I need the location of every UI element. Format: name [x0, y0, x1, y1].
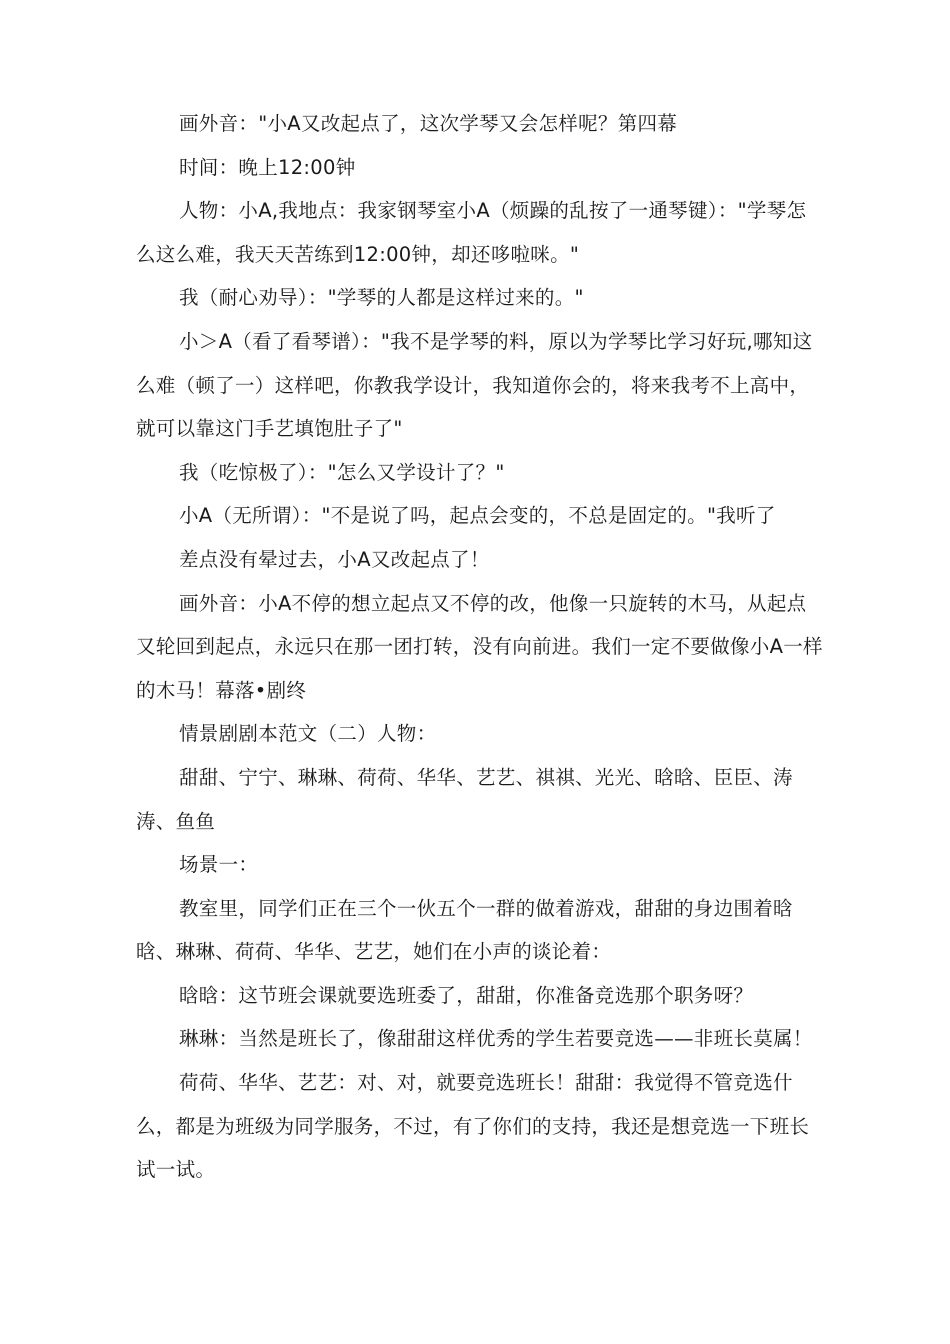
paragraph-voiceover-1: 画外音："小A又改起点了，这次学琴又会怎样呢？第四幕: [179, 112, 678, 135]
paragraph-time: 时间：晚上12:00钟: [179, 155, 356, 179]
paragraph-xiao-a-score: 小＞A（看了看琴谱）："我不是学琴的料，原以为学琴比学习好玩,哪知这么难（顿了一）这样吧，你教我学设计，我知道你会的，将来我考不上高中，就可以靠这门手艺填饱肚子了": [136, 329, 813, 441]
paragraph-hehe-tiantian: 荷荷、华华、艺艺：对、对，就要竞选班长！甜甜：我觉得不管竞选什么，都是为班级为同学服务，不过，有了你们的支持，我还是想竞选一下班长试一试。: [136, 1071, 810, 1182]
paragraph-xiao-a-indifferent: 小A（无所谓）："不是说了吗，起点会变的，不总是固定的。"我听了: [179, 504, 776, 528]
paragraph-linlin: 琳琳：当然是班长了，像甜甜这样优秀的学生若要竞选——非班长莫属！: [179, 1027, 813, 1051]
paragraph-voiceover-2: 画外音：小A不停的想立起点又不停的改，他像一只旋转的木马，从起点又轮回到起点，永远只在那一团打转，没有向前进。我们一定不要做像小A一样的木马！幕落•剧终: [136, 591, 823, 702]
paragraph-me-advise: 我（耐心劝导）："学琴的人都是这样过来的。": [179, 286, 584, 310]
paragraph-characters-location: 人物：小A,我地点：我家钢琴室小A（烦躁的乱按了一通琴键）："学琴怎么这么难，我天天苦练到12:00钟，却还哆啦咪。": [136, 199, 807, 266]
paragraph-classroom: 教室里，同学们正在三个一伙五个一群的做着游戏，甜甜的身边围着晗晗、琳琳、荷荷、华华、艺艺，她们在小声的谈论着：: [136, 896, 793, 964]
document-body: [136, 102, 826, 1192]
paragraph-me-surprised: 我（吃惊极了）："怎么又学设计了？": [179, 460, 505, 484]
paragraph-character-list: 甜甜、宁宁、琳琳、荷荷、华华、艺艺、祺祺、光光、晗晗、臣臣、涛涛、鱼鱼: [136, 765, 793, 833]
paragraph-script-two-title: 情景剧剧本范文（二）人物：: [179, 722, 437, 746]
paragraph-nearly-fainted: 差点没有晕过去，小A又改起点了！: [179, 547, 490, 571]
paragraph-hanhan: 晗晗：这节班会课就要选班委了，甜甜，你准备竞选那个职务呀？: [179, 983, 754, 1007]
paragraph-scene-one: 场景一：: [179, 853, 259, 877]
